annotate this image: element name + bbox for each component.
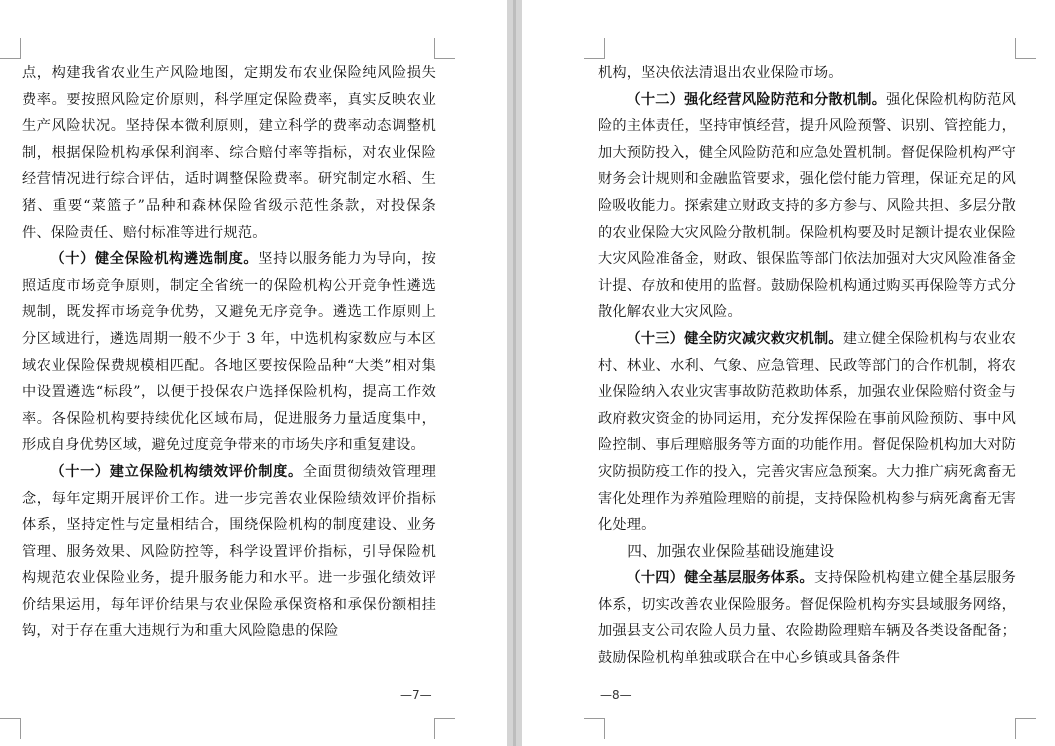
chapter-heading: 四、加强农业保险基础设施建设 <box>627 542 835 560</box>
page-number: —8— <box>600 688 632 702</box>
section-lead: （十一）建立保险机构绩效评价制度。 <box>50 463 303 480</box>
crop-mark <box>584 718 605 739</box>
page-body <box>598 60 1016 672</box>
page-gutter <box>507 0 522 746</box>
section-lead: （十）健全保险机构遴选制度。 <box>50 251 259 268</box>
document-page-right <box>522 0 1055 746</box>
page-number: —7— <box>400 688 432 702</box>
paragraph <box>22 60 436 246</box>
paragraph-text: 点，构建我省农业生产风险地图，定期发布农业保险纯风险损失费率。要按照风险定价原则，科学厘定保险费率，真实反映农业生产风险状况。坚持保本微利原则，建立科学的费率动态调整机制，根据保险机构承保利润率、综合赔付率等指标，对农业保险经营情况进行综合评估，适时调整保险费率。研究制定水稻、生猪、重要“菜篮子”品种和森林保险省级示范性条款，对投保条件、保险责任、赔付标准等进行规范。 <box>22 65 436 241</box>
document-page-left <box>0 0 507 746</box>
paragraph <box>598 60 1016 87</box>
paragraph <box>22 246 436 459</box>
paragraph <box>22 459 436 645</box>
section-lead: （十二）强化经营风险防范和分散机制。 <box>626 91 887 108</box>
crop-mark <box>0 718 21 739</box>
crop-mark <box>1015 38 1036 59</box>
crop-mark <box>584 38 605 59</box>
paragraph-text: 坚持以服务能力为导向，按照适度市场竞争原则，制定全省统一的保险机构公开竞争性遴选规制，既发挥市场竞争优势，又避免无序竞争。遴选工作原则上分区域进行，遴选周期一般不少于 3 年，中选机构家数应与本区域农业保险保费规模相匹配。各地区要按保险品种“大类”相对集中设置遴选“标段”，以便于投保农户选择保险机构，提高工作效率。各保险机构要持续优化区域布局，促进服务力量适度集中，形成自身优势区域，避免过度竞争带来的市场失序和重复建设。 <box>22 251 436 454</box>
paragraph-text: 支持保险机构建立健全基层服务体系，切实改善农业保险服务。督促保险机构夯实县域服务网络，加强县支公司农险人员力量、农险勘险理赔车辆及各类设备配备；鼓励保险机构单独或联合在中心乡镇或具备条件 <box>598 570 1016 667</box>
crop-mark <box>1015 718 1036 739</box>
paragraph-text: 强化保险机构防范风险的主体责任，坚持审慎经营，提升风险预警、识别、管控能力，加大预防投入，健全风险防范和应急处置机制。督促保险机构严守财务会计规则和金融监管要求，强化偿付能力管理，保证充足的风险吸收能力。探索建立财政支持的多方参与、风险共担、多层分散的农业保险大灾风险分散机制。保险机构要及时足额计提农业保险大灾风险准备金，财政、银保监等部门依法加强对大灾风险准备金计提、存放和使用的监督。鼓励保险机构通过购买再保险等方式分散化解农业大灾风险。 <box>598 91 1016 321</box>
crop-mark <box>0 38 21 59</box>
section-lead: （十三）健全防灾减灾救灾机制。 <box>626 330 843 347</box>
paragraph-text: 建立健全保险机构与农业农村、林业、水利、气象、应急管理、民政等部门的合作机制，将农业保险纳入农业灾害事故防范救助体系，加强农业保险赔付资金与政府救灾资金的协同运用，充分发挥保险在事前风险预防、事中风险控制、事后理赔服务等方面的功能作用。督促保险机构加大对防灾防损防疫工作的投入，完善灾害应急预案。大力推广病死禽畜无害化处理作为养殖险理赔的前提，支持保险机构参与病死禽畜无害化处理。 <box>598 330 1016 534</box>
paragraph <box>598 326 1016 539</box>
paragraph <box>598 87 1016 326</box>
page-body <box>22 60 436 645</box>
section-lead: （十四）健全基层服务体系。 <box>626 570 814 587</box>
crop-mark <box>434 718 455 739</box>
paragraph <box>598 565 1016 671</box>
crop-mark <box>434 38 455 59</box>
paragraph-text: 全面贯彻绩效管理理念，每年定期开展评价工作。进一步完善农业保险绩效评价指标体系，坚持定性与定量相结合，围绕保险机构的制度建设、业务管理、服务效果、风险防控等，科学设置评价指标，引导保险机构规范农业保险业务，提升服务能力和水平。进一步强化绩效评价结果运用，每年评价结果与农业保险承保资格和承保份额相挂钩，对于存在重大违规行为和重大风险隐患的保险 <box>22 463 436 640</box>
paragraph-text: 机构，坚决依法清退出农业保险市场。 <box>598 65 843 81</box>
